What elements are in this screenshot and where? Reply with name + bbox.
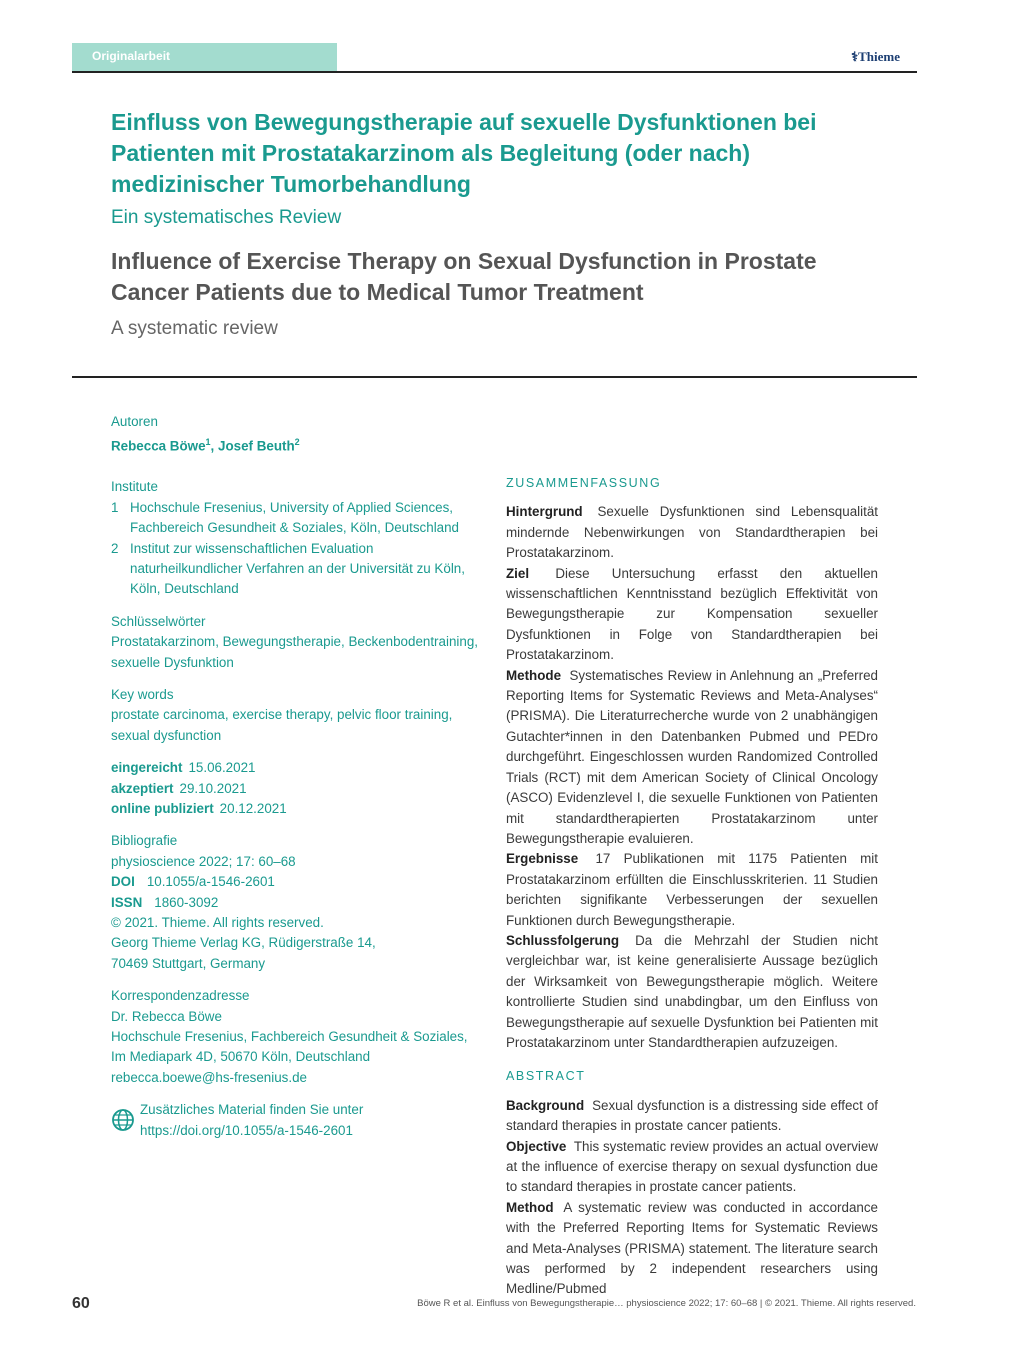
correspondence-section xyxy=(111,986,486,1088)
author-name: Rebecca Böwe xyxy=(111,438,206,454)
keywords-de-text: Prostatakarzinom, Bewegungstherapie, Beckenbodentraining, sexuelle Dysfunktion xyxy=(111,634,478,670)
bibliography-label: Bibliografie xyxy=(111,833,178,849)
doi-label: DOI xyxy=(111,874,135,890)
published-label: online publiziert xyxy=(111,800,214,816)
category-label: Originalarbeit xyxy=(92,49,171,63)
globe-icon xyxy=(111,1108,135,1132)
institute-number: 2 xyxy=(111,540,119,556)
doi-line xyxy=(111,872,486,892)
authors-line xyxy=(111,432,486,457)
header-divider xyxy=(72,71,917,73)
abstract-heading: ABSTRACT xyxy=(506,1069,586,1084)
keywords-en-section xyxy=(111,685,486,746)
correspondence-email[interactable]: rebecca.boewe@hs-fresenius.de xyxy=(111,1069,307,1085)
institutes-section xyxy=(111,477,486,599)
supplementary-link[interactable]: https://doi.org/10.1055/a-1546-2601 xyxy=(140,1122,353,1138)
section-label: Ergebnisse xyxy=(506,851,579,867)
copyright-line: © 2021. Thieme. All rights reserved. xyxy=(111,915,324,930)
accepted-date xyxy=(111,779,486,799)
page-number: 60 xyxy=(72,1295,90,1312)
abstract-en-paragraph xyxy=(506,1198,878,1300)
issn-line xyxy=(111,893,486,913)
institute-item xyxy=(111,498,486,539)
institute-item xyxy=(111,539,486,600)
abstract-de-paragraph xyxy=(506,666,878,850)
institutes-label: Institute xyxy=(111,479,158,495)
received-label: eingereicht xyxy=(111,760,183,776)
title-divider xyxy=(72,376,917,378)
correspondence-label: Korrespondenzadresse xyxy=(111,988,250,1004)
institute-number: 1 xyxy=(111,499,119,515)
section-label: Schlussfolgerung xyxy=(506,932,620,948)
category-tab xyxy=(72,43,337,71)
article-title-en: Influence of Exercise Therapy on Sexual Dysfunction in Prostate Cancer Patients due to Medical Tumor Treatment xyxy=(111,248,817,305)
section-text: This systematic review provides an actual overview at the influence of exercise therapy on sexual dysfunction due to standard therapies in prostate cancer patients. xyxy=(506,1138,878,1195)
authors-label: Autoren xyxy=(111,414,158,429)
correspondence-address: Im Mediapark 4D, 50670 Köln, Deutschland xyxy=(111,1049,371,1065)
section-label: Ziel xyxy=(506,565,530,581)
bibliography-section xyxy=(111,831,486,974)
issn-label: ISSN xyxy=(111,894,143,910)
section-label: Methode xyxy=(506,667,562,683)
published-date xyxy=(111,799,486,819)
abstract-de-paragraph xyxy=(506,502,878,563)
article-title-de: Einfluss von Bewegungstherapie auf sexuelle Dysfunktionen bei Patienten mit Prostatakarzinom als Begleitung (oder nach) medizinischer Tumorbehandlung xyxy=(111,109,817,197)
supplementary-text: Zusätzliches Material finden Sie unter xyxy=(140,1102,364,1118)
abstract-en-paragraph xyxy=(506,1096,878,1137)
institute-text: Institut zur wissenschaftlichen Evaluation naturheilkundlicher Verfahren an der Universität zu Köln, Köln, Deutschland xyxy=(130,540,465,597)
section-text: Da die Mehrzahl der Studien nicht vergleichbar war, ist keine generalisierte Aussage bezüglich der Wirksamkeit von Bewegungstherapie möglich. Weitere kontrollierte Studien sind unabdingbar, um den Einfluss von Bewegungstherapie auf sexuelle Dysfunktion bei Patienten mit Prostatakarzinom unter Standardtherapien aufzuzeigen. xyxy=(506,932,878,1050)
thieme-logo-icon: ⚕ xyxy=(851,49,859,64)
article-subtitle-en: A systematic review xyxy=(111,318,278,339)
affiliation-ref: 1 xyxy=(205,437,211,448)
correspondence-name: Dr. Rebecca Böwe xyxy=(111,1008,222,1024)
keywords-de-section xyxy=(111,612,486,673)
published-value: 20.12.2021 xyxy=(219,800,287,816)
institute-text: Hochschule Fresenius, University of Applied Sciences, Fachbereich Gesundheit & Soziales, Köln, Deutschland xyxy=(130,499,460,536)
footer-citation: Böwe R et al. Einfluss von Bewegungstherapie… physioscience 2022; 17: 60–68 | © 2021. Thieme. All rights reserved. xyxy=(417,1298,916,1309)
keywords-de-label: Schlüsselwörter xyxy=(111,613,206,629)
doi-link[interactable]: 10.1055/a-1546-2601 xyxy=(146,874,275,890)
correspondence-address: Hochschule Fresenius, Fachbereich Gesundheit & Soziales, xyxy=(111,1029,468,1045)
affiliation-ref: 2 xyxy=(294,437,300,448)
publisher-address-line: 70469 Stuttgart, Germany xyxy=(111,955,266,971)
abstract-de-paragraph xyxy=(506,564,878,666)
section-text: Sexuelle Dysfunktionen sind Lebensqualität mindernde Nebenwirkungen von Standardtherapien bei Prostatakarzinom. xyxy=(506,504,878,561)
article-subtitle-de: Ein systematisches Review xyxy=(111,207,342,228)
dates-section xyxy=(111,758,486,819)
author-name: Josef Beuth xyxy=(218,438,295,454)
received-date xyxy=(111,758,486,778)
section-label: Objective xyxy=(506,1138,567,1154)
accepted-label: akzeptiert xyxy=(111,780,174,796)
received-value: 15.06.2021 xyxy=(188,760,256,776)
accepted-value: 29.10.2021 xyxy=(179,780,247,796)
abstract-column xyxy=(506,473,878,1300)
journal-citation: physioscience 2022; 17: 60–68 xyxy=(111,853,296,869)
abstract-de-paragraph xyxy=(506,849,878,931)
publisher-address-line: Georg Thieme Verlag KG, Rüdigerstraße 14, xyxy=(111,935,376,951)
author-separator: , xyxy=(210,438,218,454)
section-text: Diese Untersuchung erfasst den aktuellen wissenschaftlichen Kenntnisstand bezüglich Effektivität von Bewegungstherapie zur Kompensation sexueller Dysfunktionen in Folge von Standardtherapien bei Prostatakarzinom. xyxy=(506,565,878,663)
section-label: Method xyxy=(506,1199,554,1215)
section-label: Hintergrund xyxy=(506,504,583,520)
section-text: Sexual dysfunction is a distressing side effect of standard therapies in prostate cancer patients. xyxy=(506,1097,878,1134)
issn-value: 1860-3092 xyxy=(154,894,219,910)
keywords-en-label: Key words xyxy=(111,686,174,702)
publisher-logo xyxy=(851,49,900,65)
abstract-de-paragraph xyxy=(506,931,878,1053)
article-info-column xyxy=(111,412,486,1141)
abstract-en-paragraph xyxy=(506,1137,878,1198)
supplementary-material xyxy=(111,1100,486,1141)
publisher-name: Thieme xyxy=(858,49,900,64)
zusammenfassung-heading: ZUSAMMENFASSUNG xyxy=(506,476,662,490)
section-label: Background xyxy=(506,1097,585,1113)
section-text: A systematic review was conducted in accordance with the Preferred Reporting Items for Systematic Reviews and Meta-Analyses (PRISMA) statement. The literature search was performed by 2 independent researchers using Medline/Pubmed xyxy=(506,1199,878,1297)
section-text: 17 Publikationen mit 1175 Patienten mit Prostatakarzinom erfüllten die Einschlusskriterien. 11 Studien berichten signifikante Verbesserungen der sexuellen Funktionen durch Bewegungstherapie. xyxy=(506,851,878,928)
section-text: Systematisches Review in Anlehnung an „Preferred Reporting Items for Systematic Reviews and Meta-Analyses“ (PRISMA). Die Literaturrecherche wurde von 2 unabhängigen Gutachter*innen in den Datenbanken Pubmed und PEDro durchgeführt. Eingeschlossen wurden Randomized Controlled Trials (RCT) mit dem American Society of Clinical Oncology (ASCO) Evidenzlevel I, die sexuelle Funktionen von Patienten mit standardtherapierten Prostatakarzinom unter Bewegungstherapie evaluieren. xyxy=(506,667,878,846)
keywords-en-text: prostate carcinoma, exercise therapy, pelvic floor training, sexual dysfunction xyxy=(111,707,453,743)
